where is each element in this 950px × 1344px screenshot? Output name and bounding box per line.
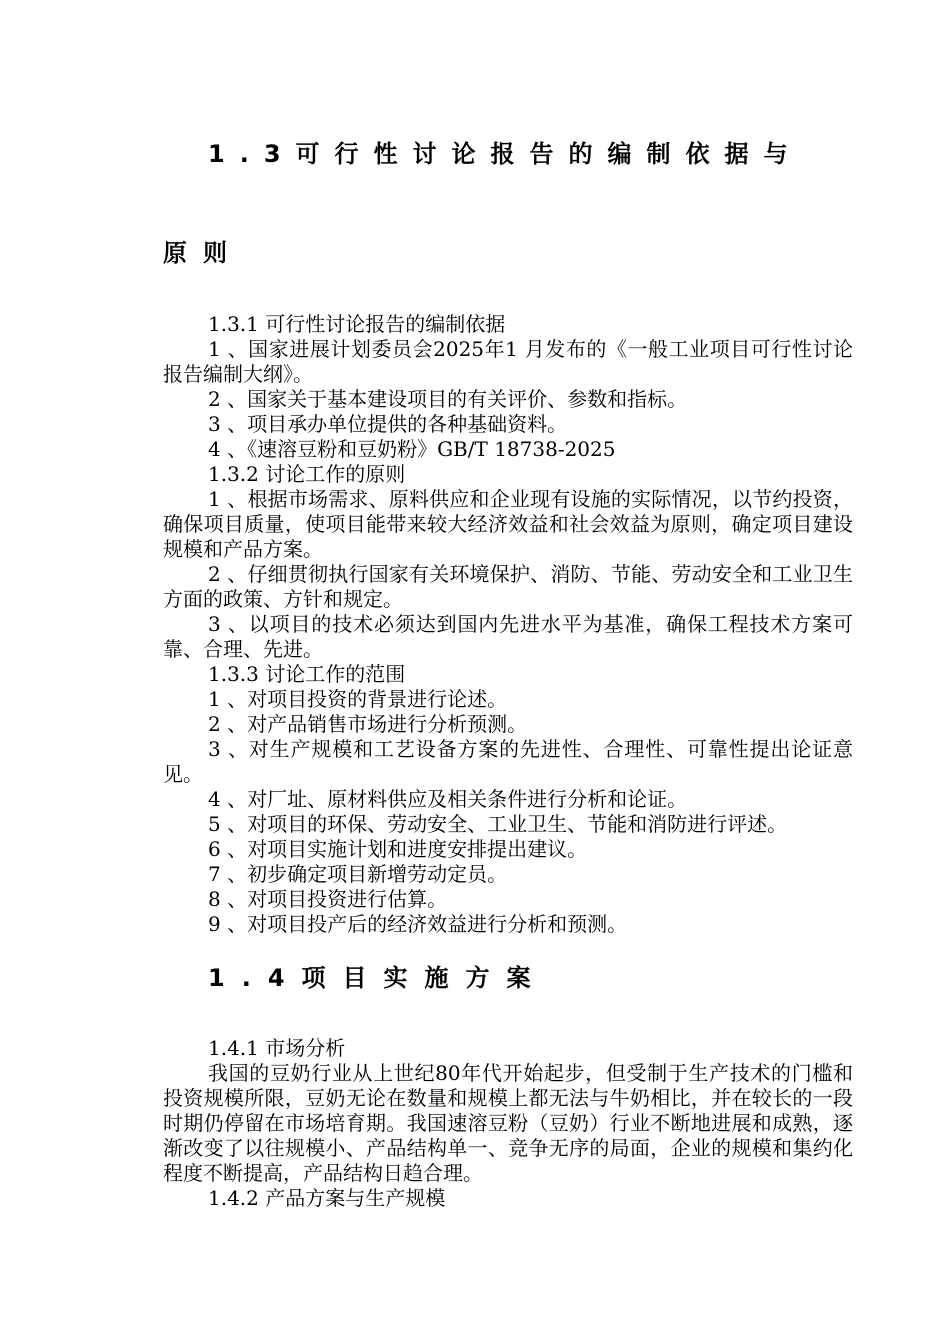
paragraph: 3 、以项目的技术必须达到国内先进水平为基准，确保工程技术方案可靠、合理、先进。	[163, 612, 853, 661]
paragraph: 3 、项目承办单位提供的各种基础资料。	[208, 412, 568, 436]
paragraph: 4 、对厂址、原材料供应及相关条件进行分析和论证。	[208, 787, 688, 811]
paragraph: 5 、对项目的环保、劳动安全、工业卫生、节能和消防进行评述。	[208, 812, 788, 836]
paragraph: 7 、初步确定项目新增劳动定员。	[208, 862, 508, 886]
subheading-1-3-3: 1.3.3 讨论工作的范围	[208, 662, 406, 686]
paragraph: 1 、国家进展计划委员会2025年1 月发布的《一般工业项目可行性讨论报告编制大纲》。	[163, 337, 853, 386]
paragraph: 4 、《速溶豆粉和豆奶粉》GB/T 18738-2025	[208, 437, 616, 461]
subheading-1-4-1: 1.4.1 市场分析	[208, 1036, 346, 1060]
paragraph: 1 、根据市场需求、原料供应和企业现有设施的实际情况，以节约投资，确保项目质量，使项目能带来较大经济效益和社会效益为原则，确定项目建设规模和产品方案。	[163, 487, 853, 561]
paragraph: 6 、对项目实施计划和进度安排提出建议。	[208, 837, 588, 861]
subheading-1-3-1: 1.3.1 可行性讨论报告的编制依据	[208, 312, 506, 336]
subheading-1-3-2: 1.3.2 讨论工作的原则	[208, 462, 406, 486]
paragraph: 9 、对项目投产后的经济效益进行分析和预测。	[208, 912, 628, 936]
paragraph: 2 、国家关于基本建设项目的有关评价、参数和指标。	[208, 387, 688, 411]
paragraph: 我国的豆奶行业从上世纪80年代开始起步，但受制于生产技术的门槛和投资规模所限，豆奶无论在数量和规模上都无法与牛奶相比，并在较长的一段时期仍停留在市场培育期。我国速溶豆粉（豆奶）行业不断地进展和成熟，逐渐改变了以往规模小、产品结构单一、竞争无序的局面，企业的规模和集约化程度不断提高，产品结构日趋合理。	[163, 1061, 853, 1185]
paragraph: 2 、仔细贯彻执行国家有关环境保护、消防、节能、劳动安全和工业卫生方面的政策、方针和规定。	[163, 562, 853, 611]
paragraph: 8 、对项目投资进行估算。	[208, 887, 448, 911]
paragraph: 1 、对项目投资的背景进行论述。	[208, 687, 508, 711]
section-1-3-body	[163, 312, 853, 937]
section-1-4-heading: 1.4项目实施方案	[208, 964, 548, 992]
subheading-1-4-2: 1.4.2 产品方案与生产规模	[208, 1186, 446, 1210]
paragraph: 3 、对生产规模和工艺设备方案的先进性、合理性、可靠性提出论证意见。	[163, 737, 853, 786]
section-1-3-heading: 1.3可行性讨论报告的编制依据与	[208, 140, 803, 168]
paragraph: 2 、对产品销售市场进行分析预测。	[208, 712, 528, 736]
section-1-3-heading-continued: 原则	[163, 239, 243, 267]
section-1-4-body	[163, 1036, 853, 1211]
